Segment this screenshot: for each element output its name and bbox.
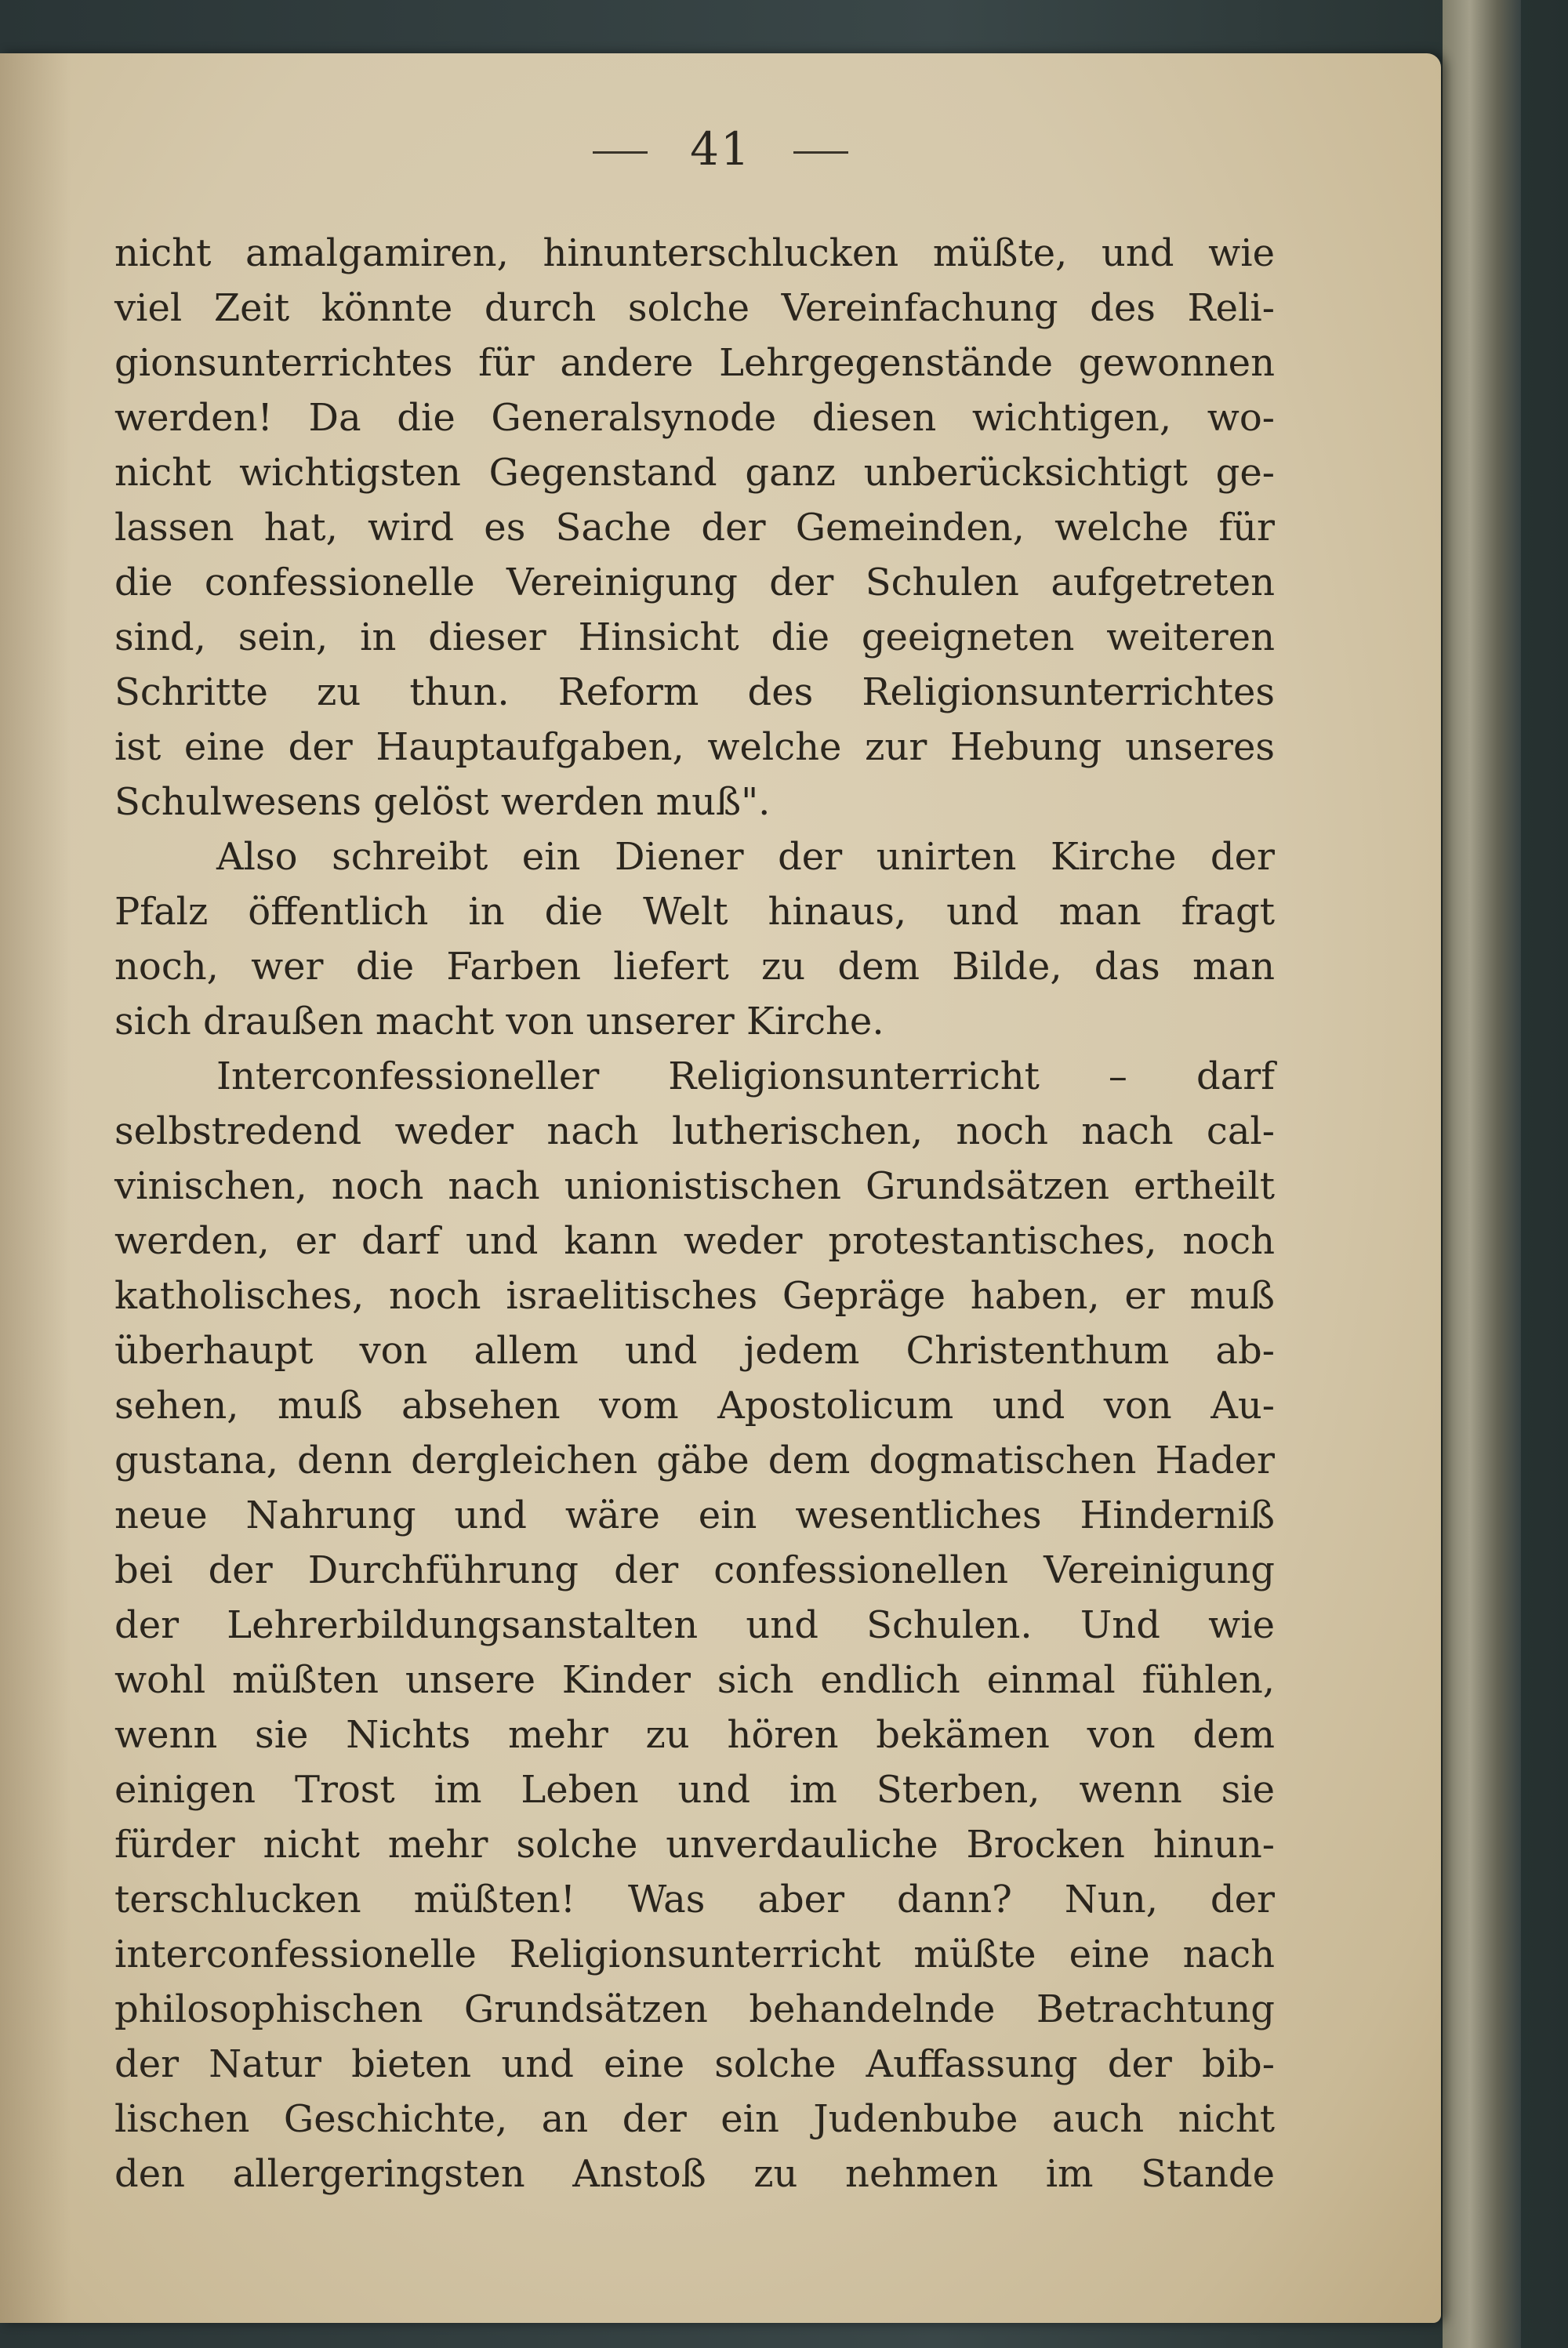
book-cover-edge (1443, 0, 1521, 2348)
text-line: vinischen, noch nach unionistischen Grundsätzen ertheilt (114, 1164, 1275, 1208)
text-line: Also schreibt ein Diener der unirten Kirche der (216, 835, 1275, 879)
text-line: Pfalz öffentlich in die Welt hinaus, und man fragt (114, 890, 1275, 934)
text-line: wenn sie Nichts mehr zu hören bekämen von dem (114, 1713, 1275, 1757)
text-line: überhaupt von allem und jedem Christenthum ab- (114, 1329, 1275, 1373)
text-line: selbstredend weder nach lutherischen, noch nach cal- (114, 1109, 1275, 1153)
text-line: gionsunterrichtes für andere Lehrgegenstände gewonnen (114, 341, 1275, 385)
text-line: terschlucken müßten! Was aber dann? Nun, der (114, 1878, 1275, 1922)
text-line: sehen, muß absehen vom Apostolicum und von Au- (114, 1384, 1275, 1428)
page-header (0, 122, 1441, 176)
text-line: der Natur bieten und eine solche Auffassung der bib- (114, 2042, 1275, 2086)
text-line: noch, wer die Farben liefert zu dem Bilde, das man (114, 945, 1275, 989)
header-dash-right (793, 151, 848, 154)
text-line: bei der Durchführung der confessionellen Vereinigung (114, 1548, 1275, 1592)
text-line: neue Nahrung und wäre ein wesentliches Hinderniß (114, 1493, 1275, 1537)
page-gutter-shadow (0, 53, 71, 2323)
text-line: ist eine der Hauptaufgaben, welche zur Hebung unseres (114, 725, 1275, 769)
text-line: werden! Da die Generalsynode diesen wichtigen, wo- (114, 396, 1275, 440)
text-line: philosophischen Grundsätzen behandelnde Betrachtung (114, 1987, 1275, 2031)
text-line: sich draußen macht von unserer Kirche. (114, 1000, 884, 1043)
text-line: nicht wichtigsten Gegenstand ganz unberücksichtigt ge- (114, 451, 1275, 495)
text-line: wohl müßten unsere Kinder sich endlich einmal fühlen, (114, 1658, 1275, 1702)
header-dash-left (593, 151, 648, 154)
text-line: Schulwesens gelöst werden muß". (114, 780, 771, 824)
book-page (0, 53, 1441, 2323)
text-line: interconfessionelle Religionsunterricht müßte eine nach (114, 1932, 1275, 1976)
text-line: fürder nicht mehr solche unverdauliche Brocken hinun- (114, 1823, 1275, 1867)
text-line: die confessionelle Vereinigung der Schulen aufgetreten (114, 561, 1275, 604)
text-line: gustana, denn dergleichen gäbe dem dogmatischen Hader (114, 1439, 1275, 1482)
page-body-text (114, 226, 1275, 2201)
text-line: viel Zeit könnte durch solche Vereinfachung des Reli- (114, 286, 1275, 330)
text-line: nicht amalgamiren, hinunterschlucken müßte, und wie (114, 231, 1275, 275)
text-line: der Lehrerbildungsanstalten und Schulen. Und wie (114, 1603, 1275, 1647)
text-line: Schritte zu thun. Reform des Religionsunterrichtes (114, 670, 1275, 714)
text-line: Interconfessioneller Religionsunterricht – darf (216, 1054, 1275, 1098)
text-line: katholisches, noch israelitisches Gepräge haben, er muß (114, 1274, 1275, 1318)
text-line: lischen Geschichte, an der ein Judenbube auch nicht (114, 2097, 1275, 2141)
text-line: lassen hat, wird es Sache der Gemeinden, welche für (114, 506, 1275, 550)
text-line: den allergeringsten Anstoß zu nehmen im Stande (114, 2152, 1275, 2196)
text-line: sind, sein, in dieser Hinsicht die geeigneten weiteren (114, 615, 1275, 659)
text-line: einigen Trost im Leben und im Sterben, wenn sie (114, 1768, 1275, 1812)
text-line: werden, er darf und kann weder protestantisches, noch (114, 1219, 1275, 1263)
page-number: 41 (690, 122, 751, 176)
